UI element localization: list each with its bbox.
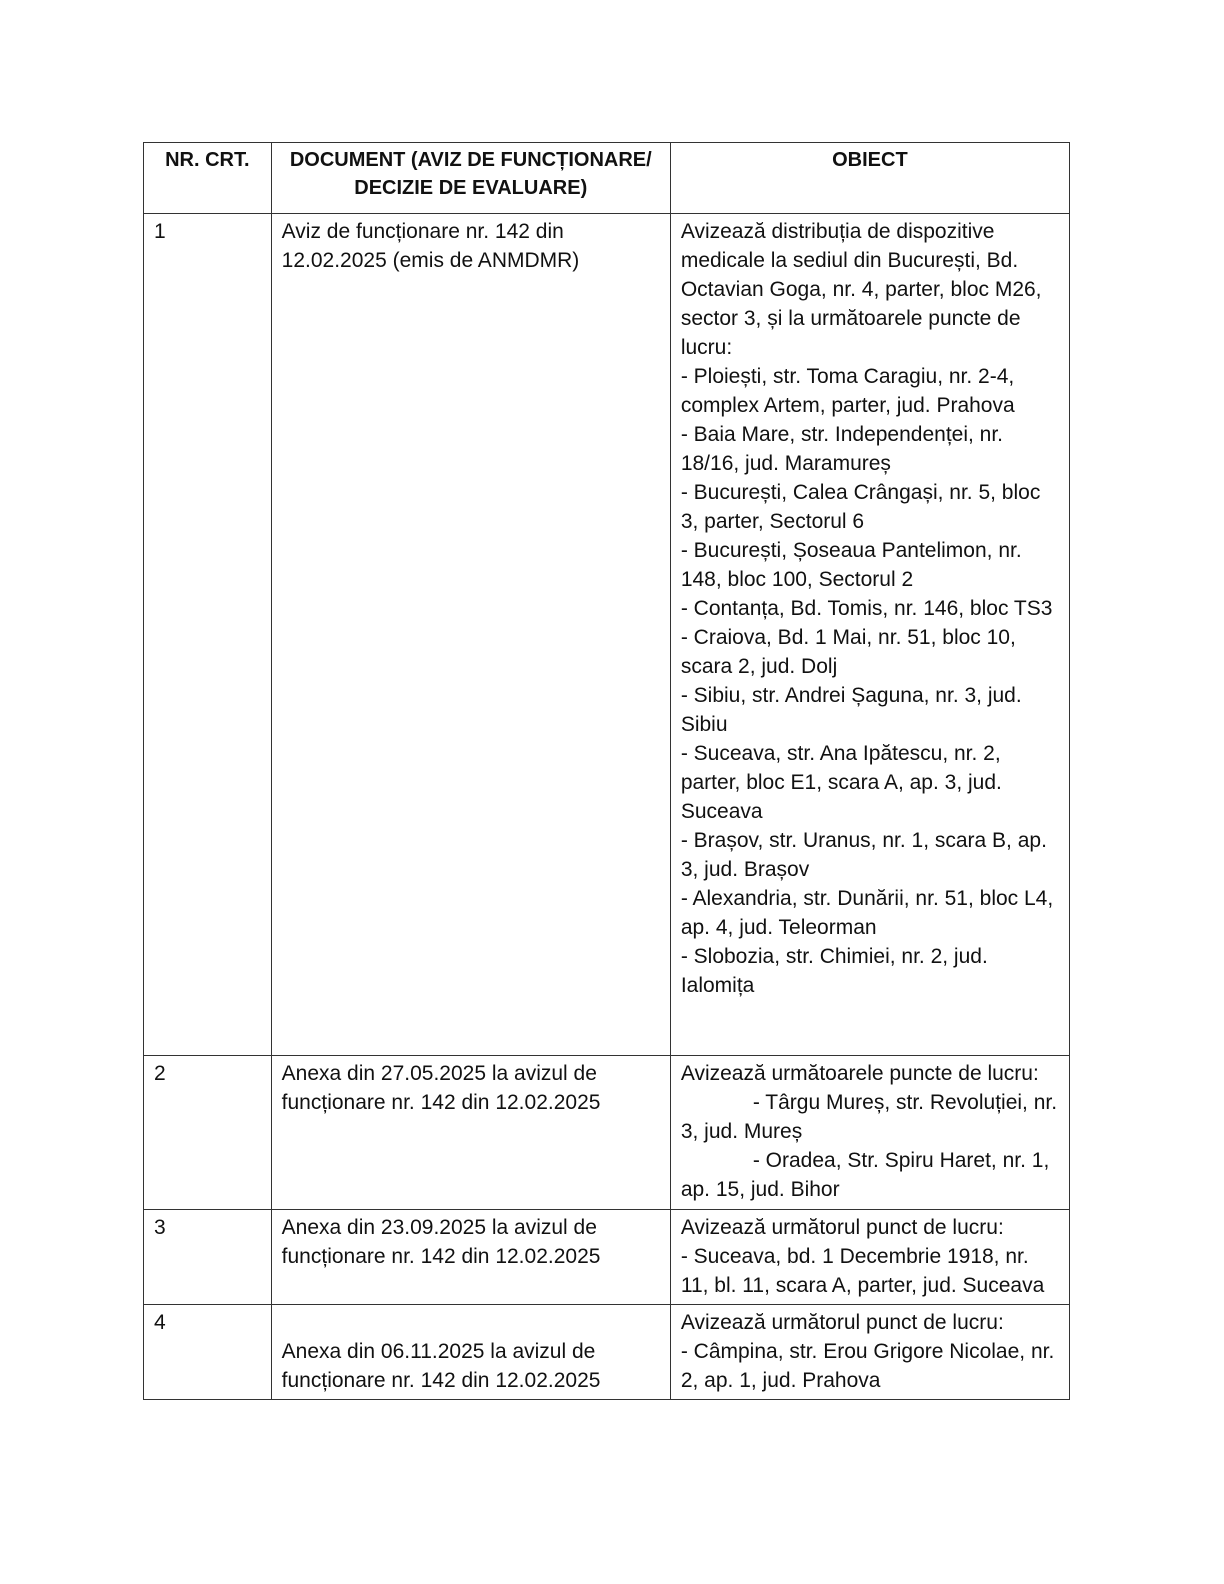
obiect-intro: Avizează următorul punct de lucru: [680,1311,1004,1334]
obiect-item: - București, Calea Crângași, nr. 5, bloc 3, parter, Sectorul 6 [680,481,1041,533]
row-number: 1 [154,220,166,243]
cell-obiect [670,1305,1069,1400]
table-row [144,214,1070,1056]
obiect-item [681,1088,1059,1146]
header-document-line2: DECIZIE DE EVALUARE) [354,177,588,199]
document-text: Anexa din 06.11.2025 la avizul de funcționare nr. 142 din 12.02.2025 [281,1340,601,1392]
row-number: 3 [154,1216,166,1239]
obiect-item: - București, Șoseaua Pantelimon, nr. 148, bloc 100, Sectorul 2 [680,539,1022,591]
obiect-item: - Suceava, str. Ana Ipătescu, nr. 2, parter, bloc E1, scara A, ap. 3, jud. Suceava [680,742,1002,823]
cell-document [271,1056,670,1210]
table-row [144,1305,1070,1400]
cell-obiect [670,214,1069,1056]
obiect-item: - Slobozia, str. Chimiei, nr. 2, jud. Ialomița [680,945,988,997]
obiect-item [681,1146,1059,1204]
cell-obiect [670,1210,1069,1305]
cell-nr [144,1305,272,1400]
obiect-item-text: - Târgu Mureș, str. Revoluției, nr. 3, jud. Mureș [680,1091,1058,1143]
obiect-item: - Baia Mare, str. Independenței, nr. 18/16, jud. Maramureș [680,423,1004,475]
cell-nr [144,1056,272,1210]
obiect-intro: Avizează distribuția de dispozitive medicale la sediul din București, Bd. Octavian Goga, nr. 4, parter, bloc M26, sector 3, și la următoarele puncte de lucru: [680,220,1042,359]
header-nr-label: NR. CRT. [165,149,250,171]
header-document-line1: DOCUMENT (AVIZ DE FUNCȚIONARE/ [289,149,652,171]
obiect-item: - Craiova, Bd. 1 Mai, nr. 51, bloc 10, scara 2, jud. Dolj [680,626,1016,678]
document-text: Anexa din 23.09.2025 la avizul de funcționare nr. 142 din 12.02.2025 [281,1216,601,1268]
cell-document [271,214,670,1056]
obiect-item: - Câmpina, str. Erou Grigore Nicolae, nr. 2, ap. 1, jud. Prahova [680,1340,1055,1392]
obiect-item: - Sibiu, str. Andrei Șaguna, nr. 3, jud. Sibiu [680,684,1022,736]
row-number: 2 [154,1062,166,1085]
document-table [143,142,1070,1400]
cell-document [271,1305,670,1400]
obiect-item: - Ploiești, str. Toma Caragiu, nr. 2-4, complex Artem, parter, jud. Prahova [680,365,1015,417]
indent-spacer [681,1149,753,1172]
header-nr-crt [144,143,272,214]
header-document [271,143,670,214]
header-obiect [670,143,1069,214]
obiect-item: - Brașov, str. Uranus, nr. 1, scara B, ap. 3, jud. Brașov [680,829,1047,881]
document-text: Aviz de funcționare nr. 142 din 12.02.2025 (emis de ANMDMR) [281,220,580,272]
cell-nr [144,1210,272,1305]
header-obiect-label: OBIECT [832,149,908,171]
cell-nr [144,214,272,1056]
table-row [144,1210,1070,1305]
obiect-intro: Avizează următoarele puncte de lucru: [680,1062,1039,1085]
blank-line [282,1308,660,1337]
obiect-item-text: - Oradea, Str. Spiru Haret, nr. 1, ap. 15, jud. Bihor [680,1149,1050,1201]
obiect-intro: Avizează următorul punct de lucru: [680,1216,1004,1239]
cell-obiect [670,1056,1069,1210]
obiect-item: - Contanța, Bd. Tomis, nr. 146, bloc TS3 [680,597,1053,620]
row-number: 4 [154,1311,166,1334]
indent-spacer [681,1091,753,1114]
cell-document [271,1210,670,1305]
obiect-item: - Suceava, bd. 1 Decembrie 1918, nr. 11, bl. 11, scara A, parter, jud. Suceava [680,1245,1045,1297]
obiect-item: - Alexandria, str. Dunării, nr. 51, bloc L4, ap. 4, jud. Teleorman [680,887,1054,939]
table-header-row [144,143,1070,214]
document-text: Anexa din 27.05.2025 la avizul de funcționare nr. 142 din 12.02.2025 [281,1062,601,1114]
table-row [144,1056,1070,1210]
